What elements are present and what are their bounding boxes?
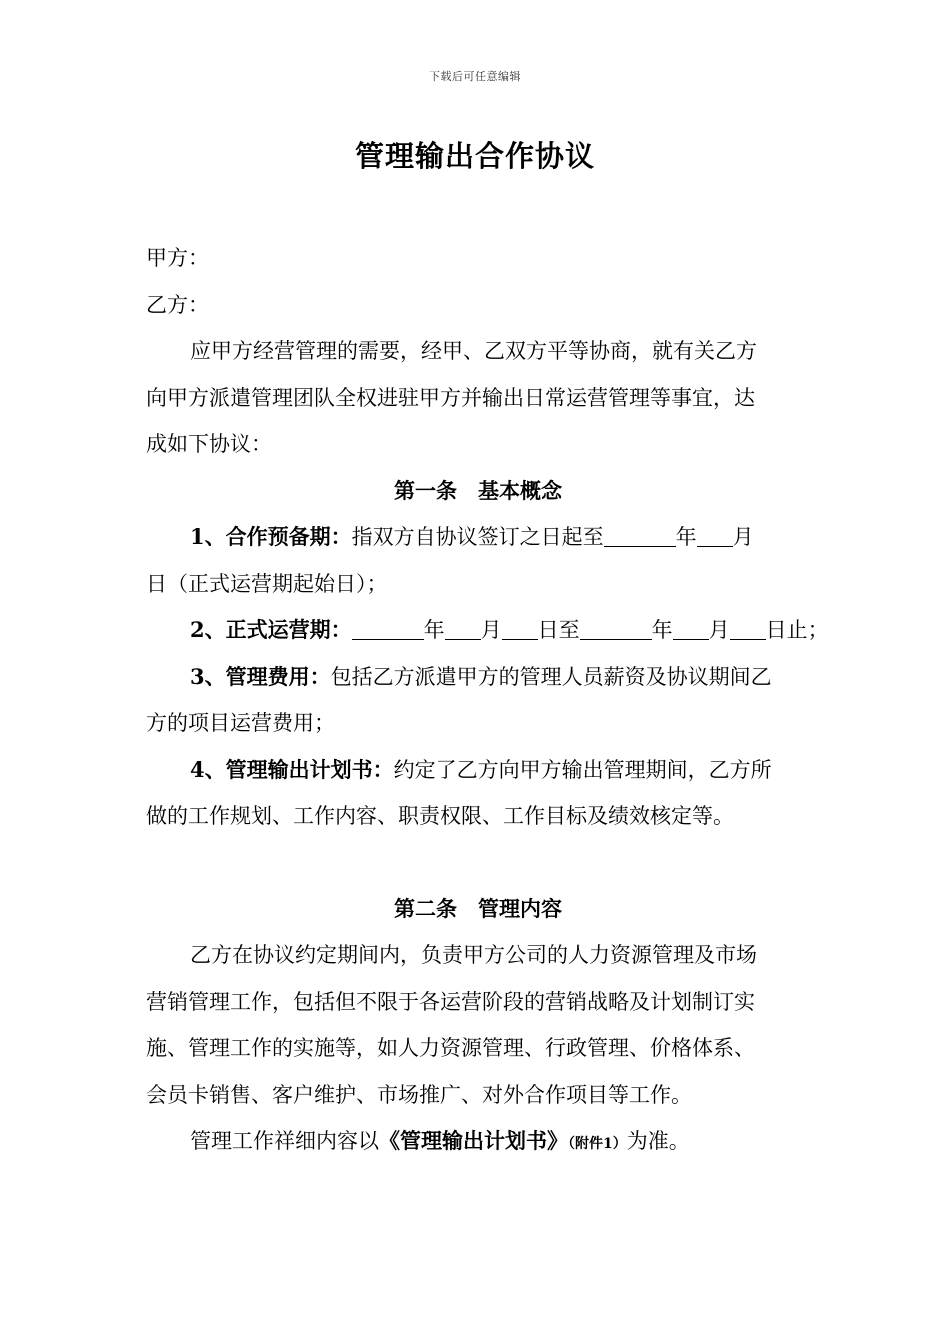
article-2-para-1-line-1: 乙方在协议约定期间内，负责甲方公司的人力资源管理及市场 — [190, 943, 757, 967]
item-1-label: 1、合作预备期： — [190, 524, 352, 549]
para-2-text-b: 为准。 — [626, 1129, 690, 1153]
item-2-label: 2、正式运营期： — [190, 617, 352, 642]
intro-line-2: 向甲方派遣管理团队全权进驻甲方并输出日常运营管理等事宜，达 — [146, 385, 755, 410]
article-1-item-4-line-2: 做的工作规划、工作内容、职责权限、工作目标及绩效核定等。 — [146, 804, 734, 828]
article-2-para-1-line-3: 施、管理工作的实施等，如人力资源管理、行政管理、价格体系、 — [146, 1036, 755, 1060]
item-3-label: 3、管理费用： — [190, 663, 331, 689]
article-1-item-3 — [146, 654, 810, 701]
item-1-text: 指双方自协议签订之日起至 — [351, 525, 604, 549]
section-gap — [146, 840, 810, 886]
end-year-blank — [580, 619, 652, 640]
month-blank — [697, 526, 733, 547]
article-2-para-1-line-2: 营销管理工作，包括但不限于各运营阶段的营销战略及计划制订实 — [146, 989, 755, 1014]
document-body — [146, 235, 829, 1168]
party-a-line: 甲方： — [146, 246, 209, 270]
year-label: 年 — [675, 525, 697, 549]
annex-note: （附件1） — [568, 1136, 627, 1152]
document-title: 管理输出合作协议 — [354, 139, 595, 173]
article-2-para-2 — [146, 1118, 810, 1168]
header-note: 下载后可任意编辑 — [429, 70, 521, 83]
start-day-label: 日至 — [537, 618, 580, 642]
year-blank — [604, 526, 676, 547]
start-year-blank — [352, 619, 424, 640]
end-day-blank — [730, 619, 766, 640]
intro-line-3: 成如下协议： — [146, 432, 272, 456]
article-1-item-3-line-2: 方的项目运营费用； — [146, 711, 335, 735]
article-2-heading: 第二条 管理内容 — [394, 895, 562, 921]
start-year-label: 年 — [423, 618, 445, 642]
intro-line-1: 应甲方经营管理的需要，经甲、乙双方平等协商，就有关乙方 — [190, 339, 757, 363]
item-4-text: 约定了乙方向甲方输出管理期间，乙方所 — [393, 757, 772, 782]
item-4-label: 4、管理输出计划书： — [190, 756, 394, 782]
party-b-line: 乙方： — [146, 292, 209, 317]
plan-book-title: 《管理输出计划书》 — [379, 1128, 568, 1153]
start-month-label: 月 — [480, 618, 502, 642]
end-month-blank — [673, 619, 709, 640]
end-day-label: 日止； — [765, 618, 829, 642]
article-1-item-1-line-2: 日（正式运营期起始日）； — [146, 571, 388, 596]
start-day-blank — [502, 619, 538, 640]
start-month-blank — [445, 619, 481, 640]
article-1-item-2 — [146, 607, 829, 654]
item-3-text: 包括乙方派遣甲方的管理人员薪资及协议期间乙 — [330, 664, 772, 689]
para-2-text-a: 管理工作祥细内容以 — [190, 1129, 379, 1153]
end-month-label: 月 — [708, 618, 730, 642]
article-1-item-4 — [146, 747, 810, 794]
article-2-para-1-line-4: 会员卡销售、客户维护、市场推广、对外合作项目等工作。 — [146, 1082, 692, 1107]
end-year-label: 年 — [651, 618, 673, 642]
article-1-heading: 第一条 基本概念 — [394, 477, 562, 503]
month-label: 月 — [732, 525, 754, 549]
article-1-item-1 — [146, 514, 810, 561]
